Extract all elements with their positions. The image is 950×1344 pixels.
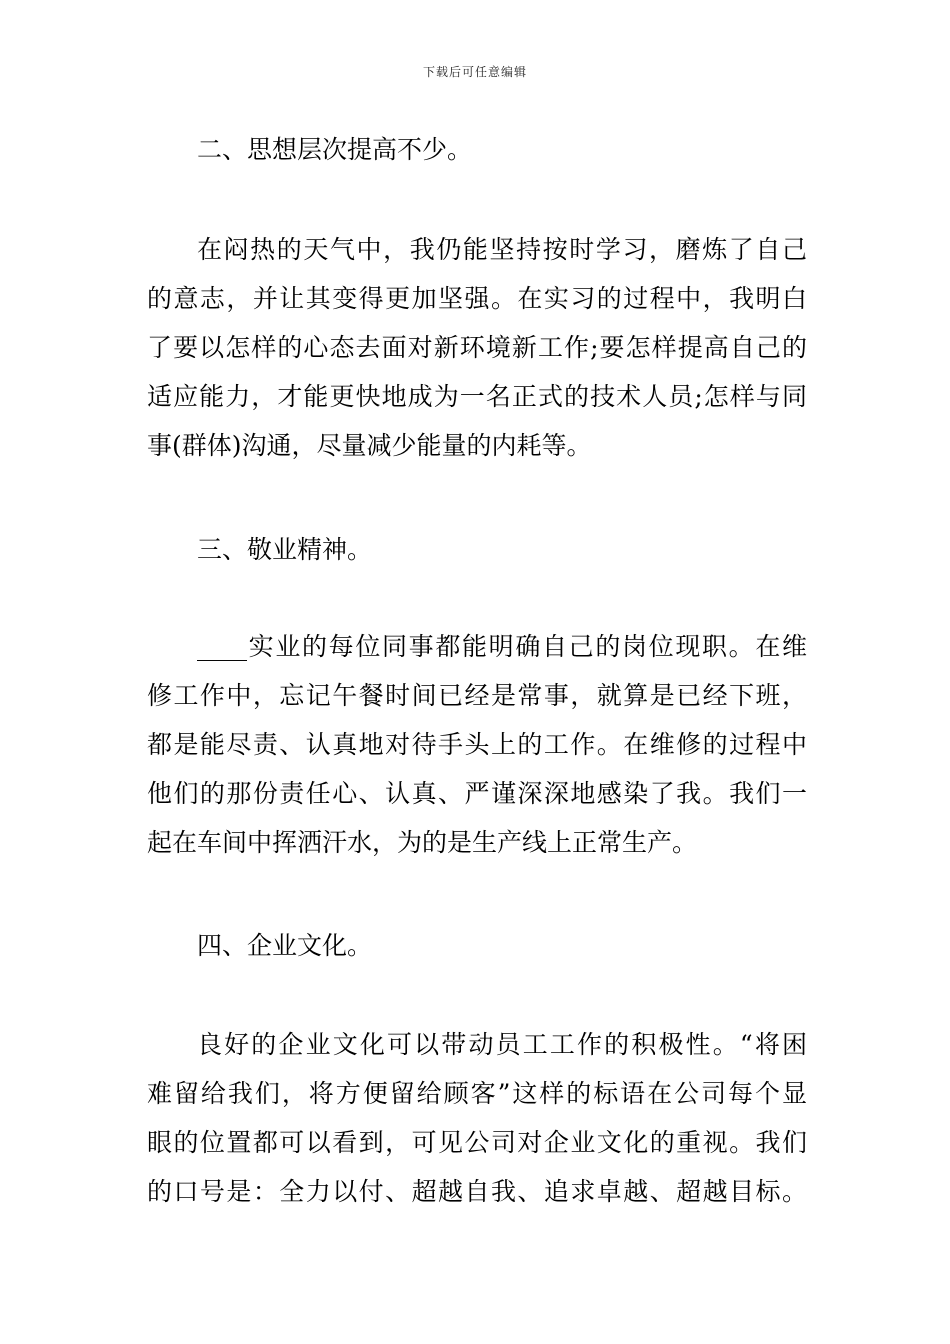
paragraph-line: 眼的位置都可以看到，可见公司对企业文化的重视。我们 (147, 1128, 807, 1157)
paragraph-line: 在闷热的天气中，我仍能坚持按时学习，磨炼了自己 (197, 235, 807, 264)
paragraph-line: 良好的企业文化可以带动员工工作的积极性。“将困 (197, 1030, 807, 1059)
paragraph-line: ____实业的每位同事都能明确自己的岗位现职。在维 (197, 632, 807, 661)
paragraph-line: 事(群体)沟通，尽量减少能量的内耗等。 (147, 431, 592, 460)
paragraph-line: 难留给我们，将方便留给顾客”这样的标语在公司每个显 (147, 1079, 807, 1108)
paragraph-line: 适应能力，才能更快地成为一名正式的技术人员;怎样与同 (147, 382, 807, 411)
paragraph-line: 的口号是：全力以付、超越自我、追求卓越、超越目标。 (147, 1177, 807, 1206)
paragraph-line: 的意志，并让其变得更加坚强。在实习的过程中，我明白 (147, 284, 807, 313)
paragraph-line: 修工作中，忘记午餐时间已经是常事，就算是已经下班， (147, 681, 807, 710)
section-paragraph-2 (147, 225, 807, 470)
paragraph-line: 了要以怎样的心态去面对新环境新工作;要怎样提高自己的 (147, 333, 807, 362)
section-paragraph-3 (147, 622, 807, 867)
section-heading-3: 三、敬业精神。 (197, 535, 373, 564)
paragraph-line: 都是能尽责、认真地对待手头上的工作。在维修的过程中 (147, 730, 807, 759)
paragraph-line: 他们的那份责任心、认真、严谨深深地感染了我。我们一 (147, 779, 807, 808)
section-heading-2: 二、思想层次提高不少。 (197, 135, 473, 164)
page-header: 下载后可任意编辑 (422, 65, 527, 79)
section-paragraph-4 (147, 1020, 807, 1216)
section-heading-4: 四、企业文化。 (197, 931, 373, 960)
paragraph-line: 起在车间中挥洒汗水，为的是生产线上正常生产。 (147, 828, 698, 857)
